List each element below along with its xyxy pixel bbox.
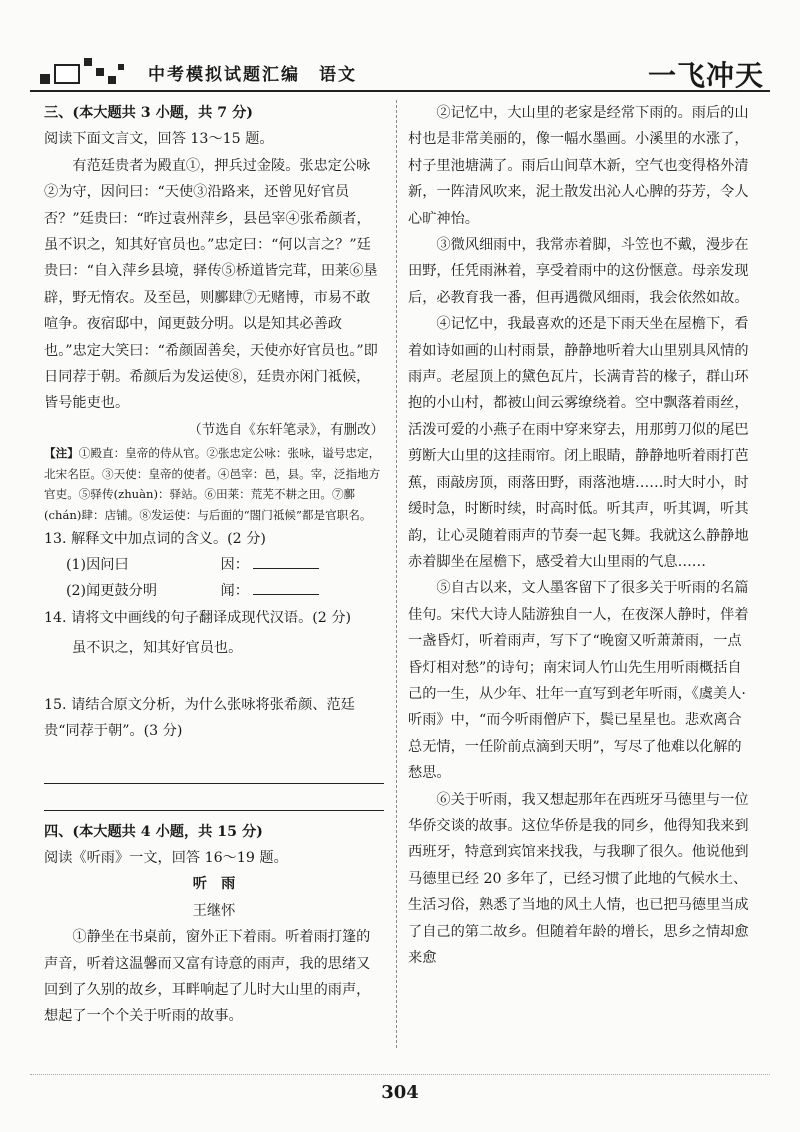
q15-answer-line-2[interactable]: [44, 786, 384, 811]
brand-logo-text: 一飞冲天: [647, 59, 764, 92]
essay-title: 听 雨: [192, 876, 236, 893]
classical-text: 有范廷贵者为殿直①，押兵过金陵。张忠定公咏②为守，因问曰：“天使③沿路来，还曾见好官员否？”廷贵曰：“昨过袁州萍乡，县邑宰④张希颜者，虽不识之，知其好官员也。”忠定曰：“何以言之？”廷贵曰：“自入萍乡县境，驿传⑤桥道皆完茸，田莱⑥垦辟，野无惰农。及至邑，则鄽肆⑦无赌博，市易不敢喧争。夜宿邸中，闻更鼓分明。以是知其必善政也。”忠定大笑曰：“希颜固善矣，天使亦好官员也。”即日同荐于朝。希颜后为发运使⑧，廷贵亦闲门祗候，皆号能吏也。: [44, 157, 378, 412]
question-13: 13. 解释文中加点词的含义。(2 分): [44, 530, 266, 547]
question-14-sentence: 虽不识之，知其好官员也。: [72, 640, 243, 657]
right-column: [408, 100, 752, 971]
left-column: [44, 100, 384, 1030]
annotation-notes: [44, 443, 384, 525]
column-divider: [396, 100, 397, 1048]
q13-item2-word: 闻：: [220, 583, 249, 600]
q13-item1-word: 因：: [220, 557, 249, 574]
section4-instruction: 阅读《听雨》一文，回答 16～19 题。: [44, 849, 288, 866]
page-number: 304: [381, 1082, 419, 1103]
note-label: 【注】: [44, 446, 79, 461]
question-13-item-1: [44, 552, 384, 578]
header-logo-icon: [40, 58, 126, 86]
page-header: [30, 54, 770, 92]
essay-paragraph-3: ③微风细雨中，我常赤着脚，斗笠也不戴，漫步在田野，任凭雨淋着，享受着雨中的这份惬意。母亲发现后，必教育我一番，但再遇微风细雨，我会依然如故。: [408, 237, 749, 306]
q13-item1-phrase: (1)因问曰: [66, 557, 129, 574]
question-14: 14. 请将文中画线的句子翻译成现代汉语。(2 分): [44, 609, 352, 626]
classical-source: （节选自《东轩笔录》，有删改）: [188, 421, 384, 438]
q15-answer-line-1[interactable]: [44, 759, 384, 784]
question-15: 15. 请结合原文分析，为什么张咏将张希颜、范廷贵“同荐于朝”。(3 分): [44, 696, 355, 740]
section3-instruction: 阅读下面文言文，回答 13～15 题。: [44, 131, 274, 148]
note-text: ①殿直：皇帝的侍从官。②张忠定公咏：张咏，谥号忠定，北宋名臣。③天使：皇帝的使者。④邑宰：邑，县。宰，泛指地方官吏。⑤驿传(zhuàn)：驿站。⑥田莱：荒芜不耕之田。⑦鄽(chán)肆：店铺。⑧发运使：与后面的“閤门祗候”都是官职名。: [44, 446, 381, 523]
q13-item2-phrase: (2)闻更鼓分明: [66, 583, 158, 600]
essay-paragraph-4: ④记忆中，我最喜欢的还是下雨天坐在屋檐下，看着如诗如画的山村雨景，静静地听着大山里别具风情的雨声。老屋顶上的黛色瓦片，长满青苔的椽子，群山环抱的小山村，都被山间云雾缭绕着。空中飘落着雨丝，活泼可爱的小燕子在雨中穿来穿去，用那剪刀似的尾巴剪断大山里的这挂雨帘。闭上眼睛，静静地听着雨打芭蕉，雨敲房顶，雨落田野，雨落池塘……时大时小，时缓时急，时断时续，时高时低。听其声，听其调，听其韵，让心灵随着雨声的节奏一起飞舞。我就这么静静地赤着脚坐在屋檐下，感受着大山里雨的气息……: [408, 316, 749, 570]
essay-paragraph-1: ①静坐在书桌前，窗外正下着雨。听着雨打篷的声音，听着这温馨而又富有诗意的雨声，我的思绪又回到了久别的故乡，耳畔响起了儿时大山里的雨声，想起了一个个关于听雨的故事。: [44, 929, 371, 1025]
question-13-item-2: [44, 578, 384, 604]
q13-item1-answer-blank[interactable]: [253, 554, 319, 569]
q13-item2-answer-blank[interactable]: [253, 580, 319, 595]
series-title: 中考模拟试题汇编 语文: [148, 65, 357, 85]
section3-title: 三、(本大题共 3 小题，共 7 分): [44, 105, 253, 121]
essay-paragraph-2: ②记忆中，大山里的老家是经常下雨的。雨后的山村也是非常美丽的，像一幅水墨画。小溪里的水涨了，村子里池塘满了。雨后山间草木新，空气也变得格外清新，一阵清风吹来，泥土散发出沁人心脾的芬芳，令人心旷神怡。: [408, 105, 749, 227]
section4-title: 四、(本大题共 4 小题，共 15 分): [44, 823, 263, 840]
footer-rule: [30, 1074, 770, 1075]
essay-author: 王继怀: [192, 902, 236, 919]
essay-paragraph-5: ⑤自古以来，文人墨客留下了很多关于听雨的名篇佳句。宋代大诗人陆游独自一人，在夜深人静时，伴着一盏昏灯，听着雨声，写下了“晚窗又听萧萧雨，一点昏灯相对愁”的诗句；南宋词人竹山先生用听雨概括自己的一生，从少年、壮年一直写到老年听雨，《虞美人·听雨》中，“而今听雨僧庐下，鬓已星星也。悲欢离合总无情，一任阶前点滴到天明”，写尽了他难以化解的愁思。: [408, 580, 749, 782]
essay-paragraph-6: ⑥关于听雨，我又想起那年在西班牙马德里与一位华侨交谈的故事。这位华侨是我的同乡，他得知我来到西班牙，特意到宾馆来找我，与我聊了很久。他说他到马德里已经 20 多年了，已经习惯了此地的气候水土、生活习俗，熟悉了当地的风土人情，也已把马德里当成了自己的第二故乡。但随着年龄的增长，思乡之情却愈来愈: [408, 791, 749, 966]
